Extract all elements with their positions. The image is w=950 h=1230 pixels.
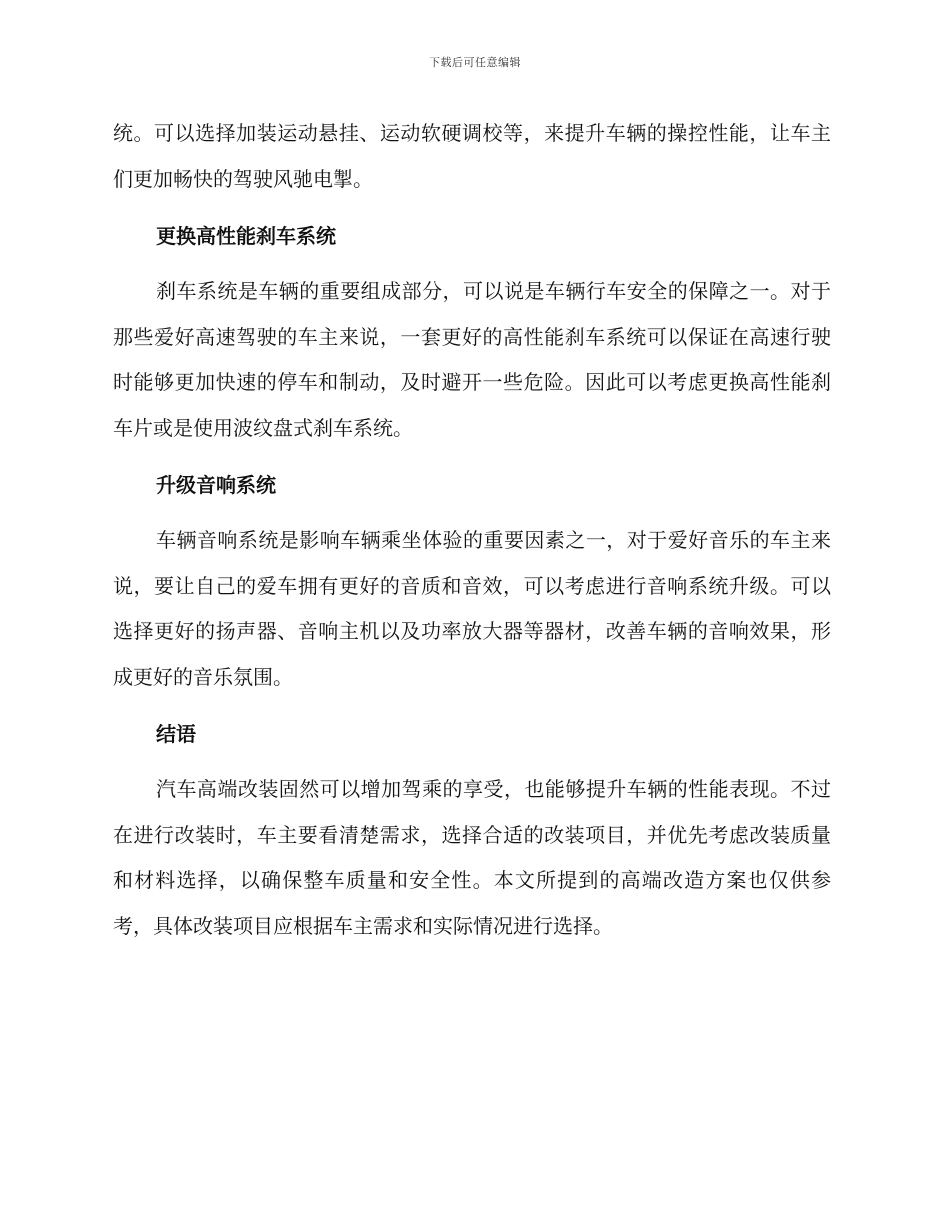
audio-heading: 升级音响系统 — [156, 473, 276, 497]
brakes-paragraph: 刹车系统是车辆的重要组成部分，可以说是车辆行车安全的保障之一。对于那些爱好高速驾驶的车主来说，一套更好的高性能刹车系统可以保证在高速行驶时能够更加快速的停车和制动，及时避开一些危险。因此可以考虑更换高性能刹车片或是使用波纹盘式刹车系统。 — [113, 279, 831, 440]
conclusion-paragraph: 汽车高端改装固然可以增加驾乘的享受，也能够提升车辆的性能表现。不过在进行改装时，车主要看清楚需求，选择合适的改装项目，并优先考虑改装质量和材料选择，以确保整车质量和安全性。本文所提到的高端改造方案也仅供参考，具体改装项目应根据车主需求和实际情况进行选择。 — [113, 777, 831, 938]
brakes-heading: 更换高性能刹车系统 — [156, 224, 336, 248]
page-header: 下载后可任意编辑 — [429, 56, 521, 69]
conclusion-heading: 结语 — [156, 722, 196, 746]
intro-paragraph: 统。可以选择加装运动悬挂、运动软硬调校等，来提升车辆的操控性能，让车主们更加畅快的驾驶风驰电掣。 — [113, 121, 831, 191]
audio-paragraph: 车辆音响系统是影响车辆乘坐体验的重要因素之一，对于爱好音乐的车主来说，要让自己的爱车拥有更好的音质和音效，可以考虑进行音响系统升级。可以选择更好的扬声器、音响主机以及功率放大器等器材，改善车辆的音响效果，形成更好的音乐氛围。 — [113, 528, 831, 689]
document-body — [113, 111, 831, 949]
